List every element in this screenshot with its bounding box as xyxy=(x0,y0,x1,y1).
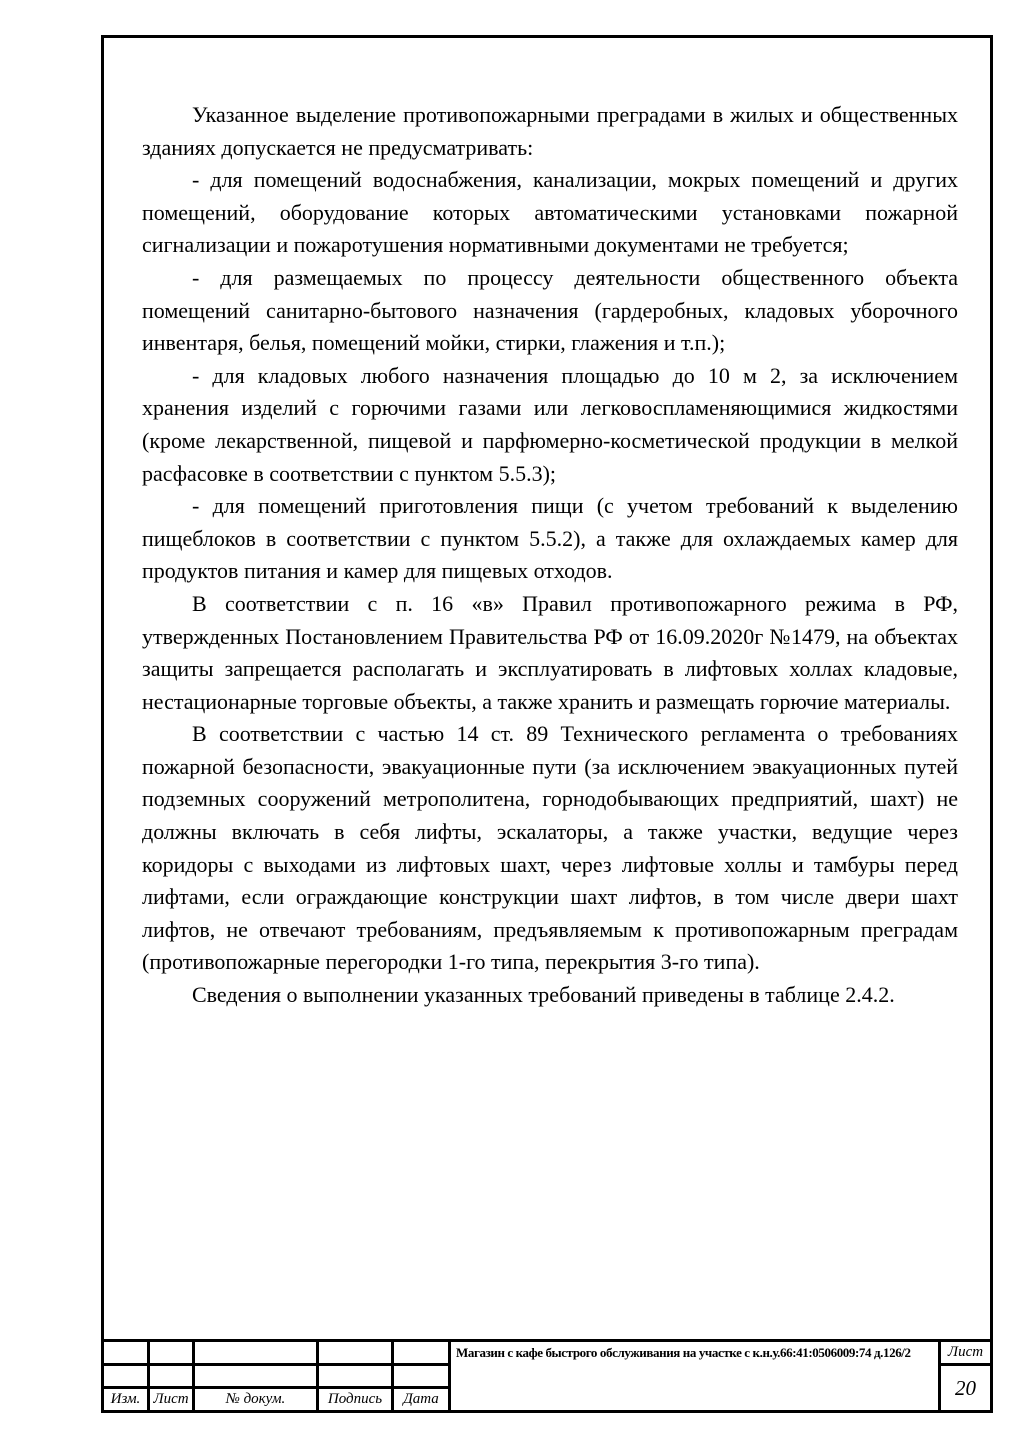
page-frame xyxy=(101,35,993,1413)
paragraph-list-item-3: - для кладовых любого назначения площадью до 10 м 2, за исключением хранения изделий с горючими газами или легковоспламеняющимися жидкостями (кроме лекарственной, пищевой и парфюмерно-косметической продукции в мелкой расфасовке в соответствии с пунктом 5.5.3); xyxy=(142,362,958,486)
paragraph-tech-reglament: В соответствии с частью 14 ст. 89 Технического регламента о требованиях пожарной безопасности, эвакуационные пути (за исключением эвакуационных путей подземных сооружений метрополитена, горнодобывающих предприятий, шахт) не должны включать в себя лифты, эскалаторы, а также участки, ведущие через коридоры с выходами из лифтовых шахт, через лифтовые холлы и тамбуры перед лифтами, если ограждающие конструкции шахт лифтов, в том числе двери шахт лифтов, не отвечают требованиям, предъявляемым к противопожарным преградам (противопожарные перегородки 1-го типа, перекрытия 3-го типа). xyxy=(142,721,958,975)
title-block-empty-cell xyxy=(195,1366,316,1386)
title-block-label-izm: Изм. xyxy=(104,1389,147,1410)
paragraph-table-reference: Сведения о выполнении указанных требований приведены в таблице 2.4.2. xyxy=(192,982,895,1008)
sheet-number: 20 xyxy=(941,1366,990,1410)
title-block-empty-cell xyxy=(319,1366,391,1386)
title-block-empty-cell xyxy=(104,1366,147,1386)
title-block-empty-cell xyxy=(104,1342,147,1363)
sheet-label: Лист xyxy=(941,1342,990,1363)
title-block-empty-cell xyxy=(394,1366,448,1386)
title-block-empty-cell xyxy=(150,1342,192,1363)
title-block-label-data: Дата xyxy=(394,1389,448,1410)
title-block-label-dokum: № докум. xyxy=(195,1389,316,1410)
title-block-label-list: Лист xyxy=(150,1389,192,1410)
paragraph-rules: В соответствии с п. 16 «в» Правил противопожарного режима в РФ, утвержденных Постановлением Правительства РФ от 16.09.2020г №1479, на объектах защиты запрещается располагать и эксплуатировать в лифтовых холлах кладовые, нестационарные торговые объекты, а также хранить и размещать горючие материалы. xyxy=(142,590,958,714)
title-block xyxy=(104,1339,990,1410)
title-block-empty-cell xyxy=(195,1342,316,1363)
sheet-number-box xyxy=(941,1342,990,1410)
paragraph-intro: Указанное выделение противопожарными преградами в жилых и общественных зданиях допускается не предусматривать: xyxy=(142,102,958,160)
body-text xyxy=(142,99,958,1012)
paragraph-list-item-4: - для помещений приготовления пищи (с учетом требований к выделению пищеблоков в соответствии с пунктом 5.5.2), а также для охлаждаемых камер для продуктов питания и камер для пищевых отходов. xyxy=(142,493,958,584)
project-title: Магазин с кафе быстрого обслуживания на участке с к.н.у.66:41:0506009:74 д.126/2 xyxy=(451,1342,938,1410)
title-block-empty-cell xyxy=(319,1342,391,1363)
title-block-empty-cell xyxy=(394,1342,448,1363)
paragraph-list-item-2: - для размещаемых по процессу деятельности общественного объекта помещений санитарно-бытового назначения (гардеробных, кладовых уборочного инвентаря, белья, помещений мойки, стирки, глажения и т.п.); xyxy=(142,264,958,356)
title-block-label-podpis: Подпись xyxy=(319,1389,391,1410)
paragraph-list-item-1: - для помещений водоснабжения, канализации, мокрых помещений и других помещений, оборудование которых автоматическими установками пожарной сигнализации и пожаротушения нормативными документами не требуется; xyxy=(142,167,958,258)
title-block-empty-cell xyxy=(150,1366,192,1386)
